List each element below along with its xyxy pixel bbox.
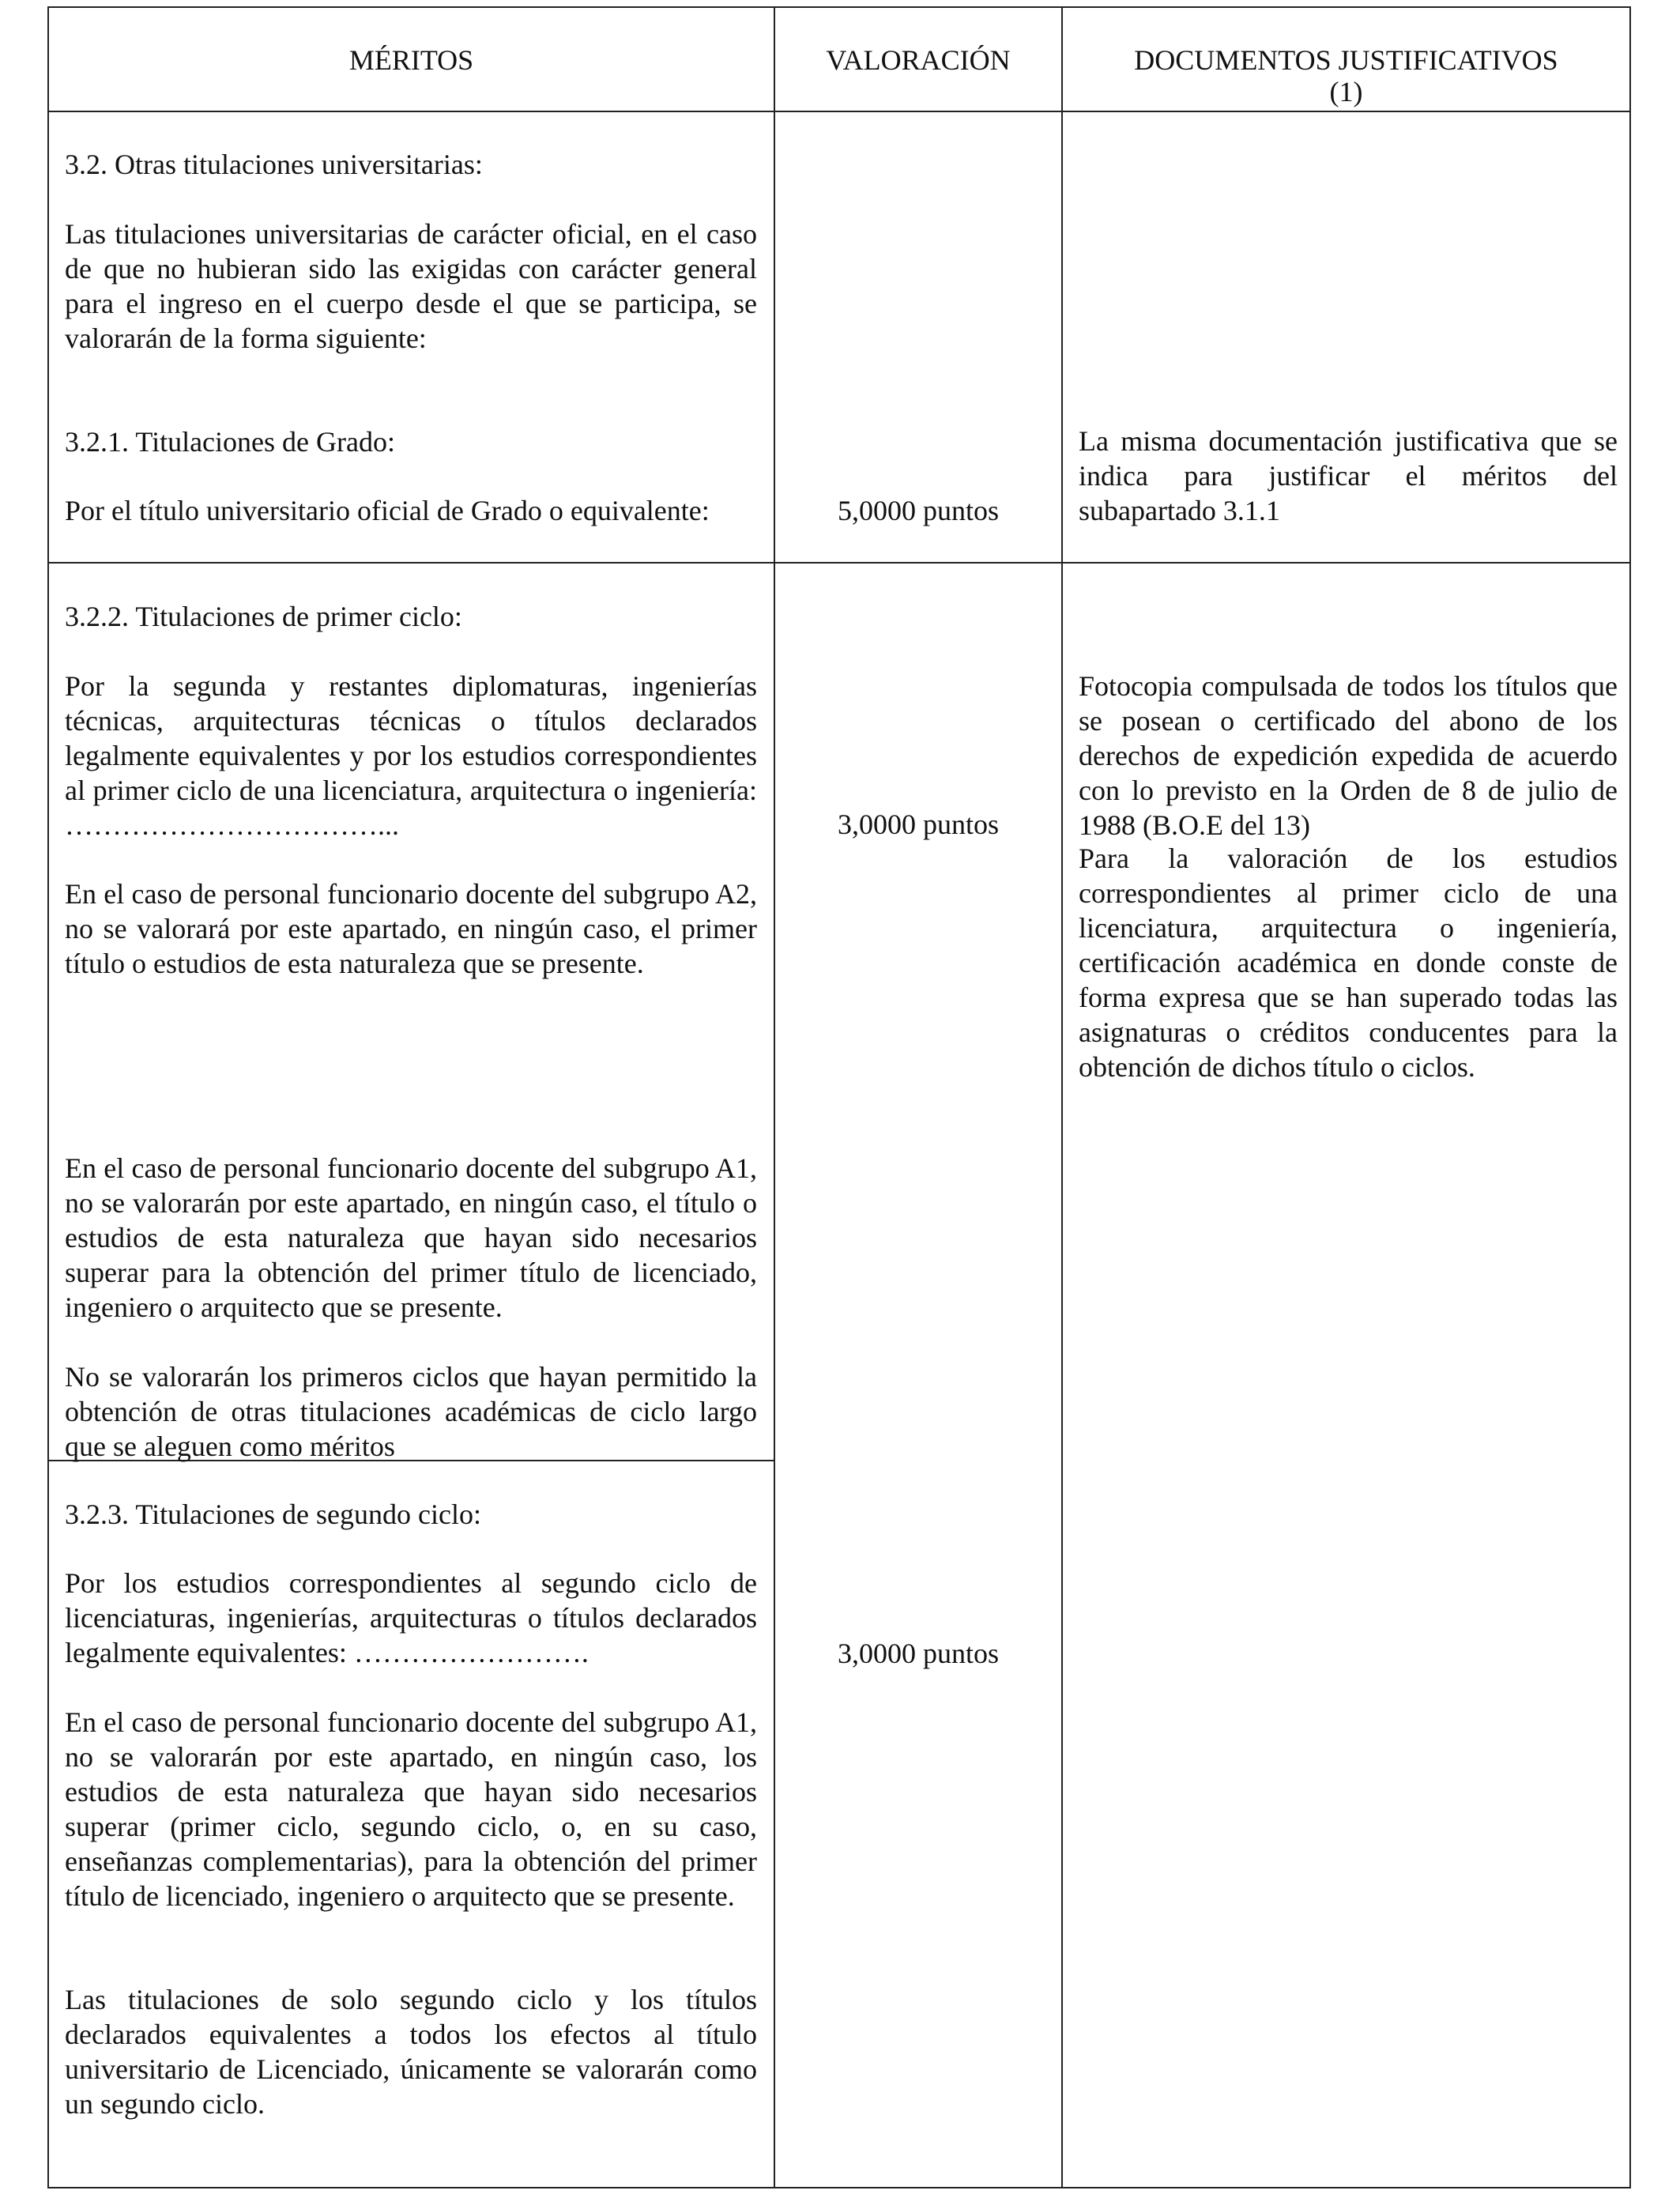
table-bottom-border <box>47 2187 1631 2188</box>
section-3-2-intro: Las titulaciones universitarias de carácter oficial, en el caso de que no hubieran sido las exigidas con carácter general para el ingreso en el cuerpo desde el que se participa, se valorarán de la forma siguiente: <box>65 218 757 354</box>
header-documentos-line2: (1) <box>1329 76 1363 107</box>
column-divider-1 <box>774 6 775 2188</box>
section-3-2-2-valoracion: 3,0000 puntos <box>837 809 999 840</box>
section-3-2-1-text: Por el título universitario oficial de Grado o equivalente: <box>65 495 710 526</box>
section-3-2-2-text3: En el caso de personal funcionario docente del subgrupo A1, no se valorarán por este apartado, en ningún caso, el título o estudios de esta naturaleza que hayan sido necesarios superar para la obtención del primer título de licenciado, ingeniero o arquitecto que se presente. <box>65 1152 757 1323</box>
column-divider-2 <box>1061 6 1063 2188</box>
section-3-2-2-documentos-2: Para la valoración de los estudios correspondientes al primer ciclo de una licenciatura, arquitectura o ingeniería, certificación académica en donde conste de forma expresa que se han superado todas las asignaturas o créditos conducentes para la obtención de dichos título o ciclos. <box>1079 843 1618 1083</box>
section-3-2-2-text1: Por la segunda y restantes diplomaturas, ingenierías técnicas, arquitecturas técnicas o títulos declarados legalmente equivalentes y por los estudios correspondientes al primer ciclo de una licenciatura, arquitectura o ingeniería: ……………………………... <box>65 670 757 841</box>
section-3-2-title: 3.2. Otras titulaciones universitarias: <box>65 149 483 180</box>
section-3-2-3-text2: En el caso de personal funcionario docente del subgrupo A1, no se valorarán por este apartado, en ningún caso, los estudios de esta naturaleza que hayan sido necesarios superar (primer ciclo, segundo ciclo, o, en su caso, enseñanzas complementarias), para la obtención del primer título de licenciado, ingeniero o arquitecto que se presente. <box>65 1706 757 1912</box>
table-right-border <box>1629 6 1631 2188</box>
header-valoracion: VALORACIÓN <box>826 44 1011 76</box>
section-3-2-3-text1: Por los estudios correspondientes al segundo ciclo de licenciaturas, ingenierías, arquitecturas o títulos declarados legalmente equivalentes: ……………………. <box>65 1567 757 1668</box>
header-documentos-line1: DOCUMENTOS JUSTIFICATIVOS <box>1134 44 1558 76</box>
section-3-2-2-documentos-1: Fotocopia compulsada de todos los títulos que se posean o certificado del abono de los derechos de expedición expedida de acuerdo con lo previsto en la Orden de 8 de julio de 1988 (B.O.E del 13) <box>1079 670 1618 841</box>
table-top-border <box>47 6 1631 8</box>
section-3-2-1-valoracion: 5,0000 puntos <box>837 495 999 526</box>
section-3-2-3-title: 3.2.3. Titulaciones de segundo ciclo: <box>65 1498 481 1530</box>
table-left-border <box>47 6 49 2188</box>
row-divider-1 <box>47 562 1631 564</box>
section-3-2-3-text3: Las titulaciones de solo segundo ciclo y los títulos declarados equivalentes a todos los efectos al título universitario de Licenciado, únicamente se valorarán como un segundo ciclo. <box>65 1984 757 2120</box>
section-3-2-3-valoracion: 3,0000 puntos <box>837 1638 999 1669</box>
section-3-2-2-text2: En el caso de personal funcionario docente del subgrupo A2, no se valorará por este apartado, en ningún caso, el primer título o estudios de esta naturaleza que se presente. <box>65 878 757 979</box>
header-documentos <box>1063 43 1629 109</box>
section-3-2-1-documentos: La misma documentación justificativa que se indica para justificar el méritos del subapartado 3.1.1 <box>1079 425 1618 526</box>
section-3-2-2-text4: No se valorarán los primeros ciclos que hayan permitido la obtención de otras titulaciones académicas de ciclo largo que se aleguen como méritos <box>65 1361 757 1462</box>
header-bottom-border <box>47 111 1631 112</box>
section-3-2-1-title: 3.2.1. Titulaciones de Grado: <box>65 426 395 458</box>
header-meritos: MÉRITOS <box>348 44 474 76</box>
section-3-2-2-title: 3.2.2. Titulaciones de primer ciclo: <box>65 601 462 632</box>
